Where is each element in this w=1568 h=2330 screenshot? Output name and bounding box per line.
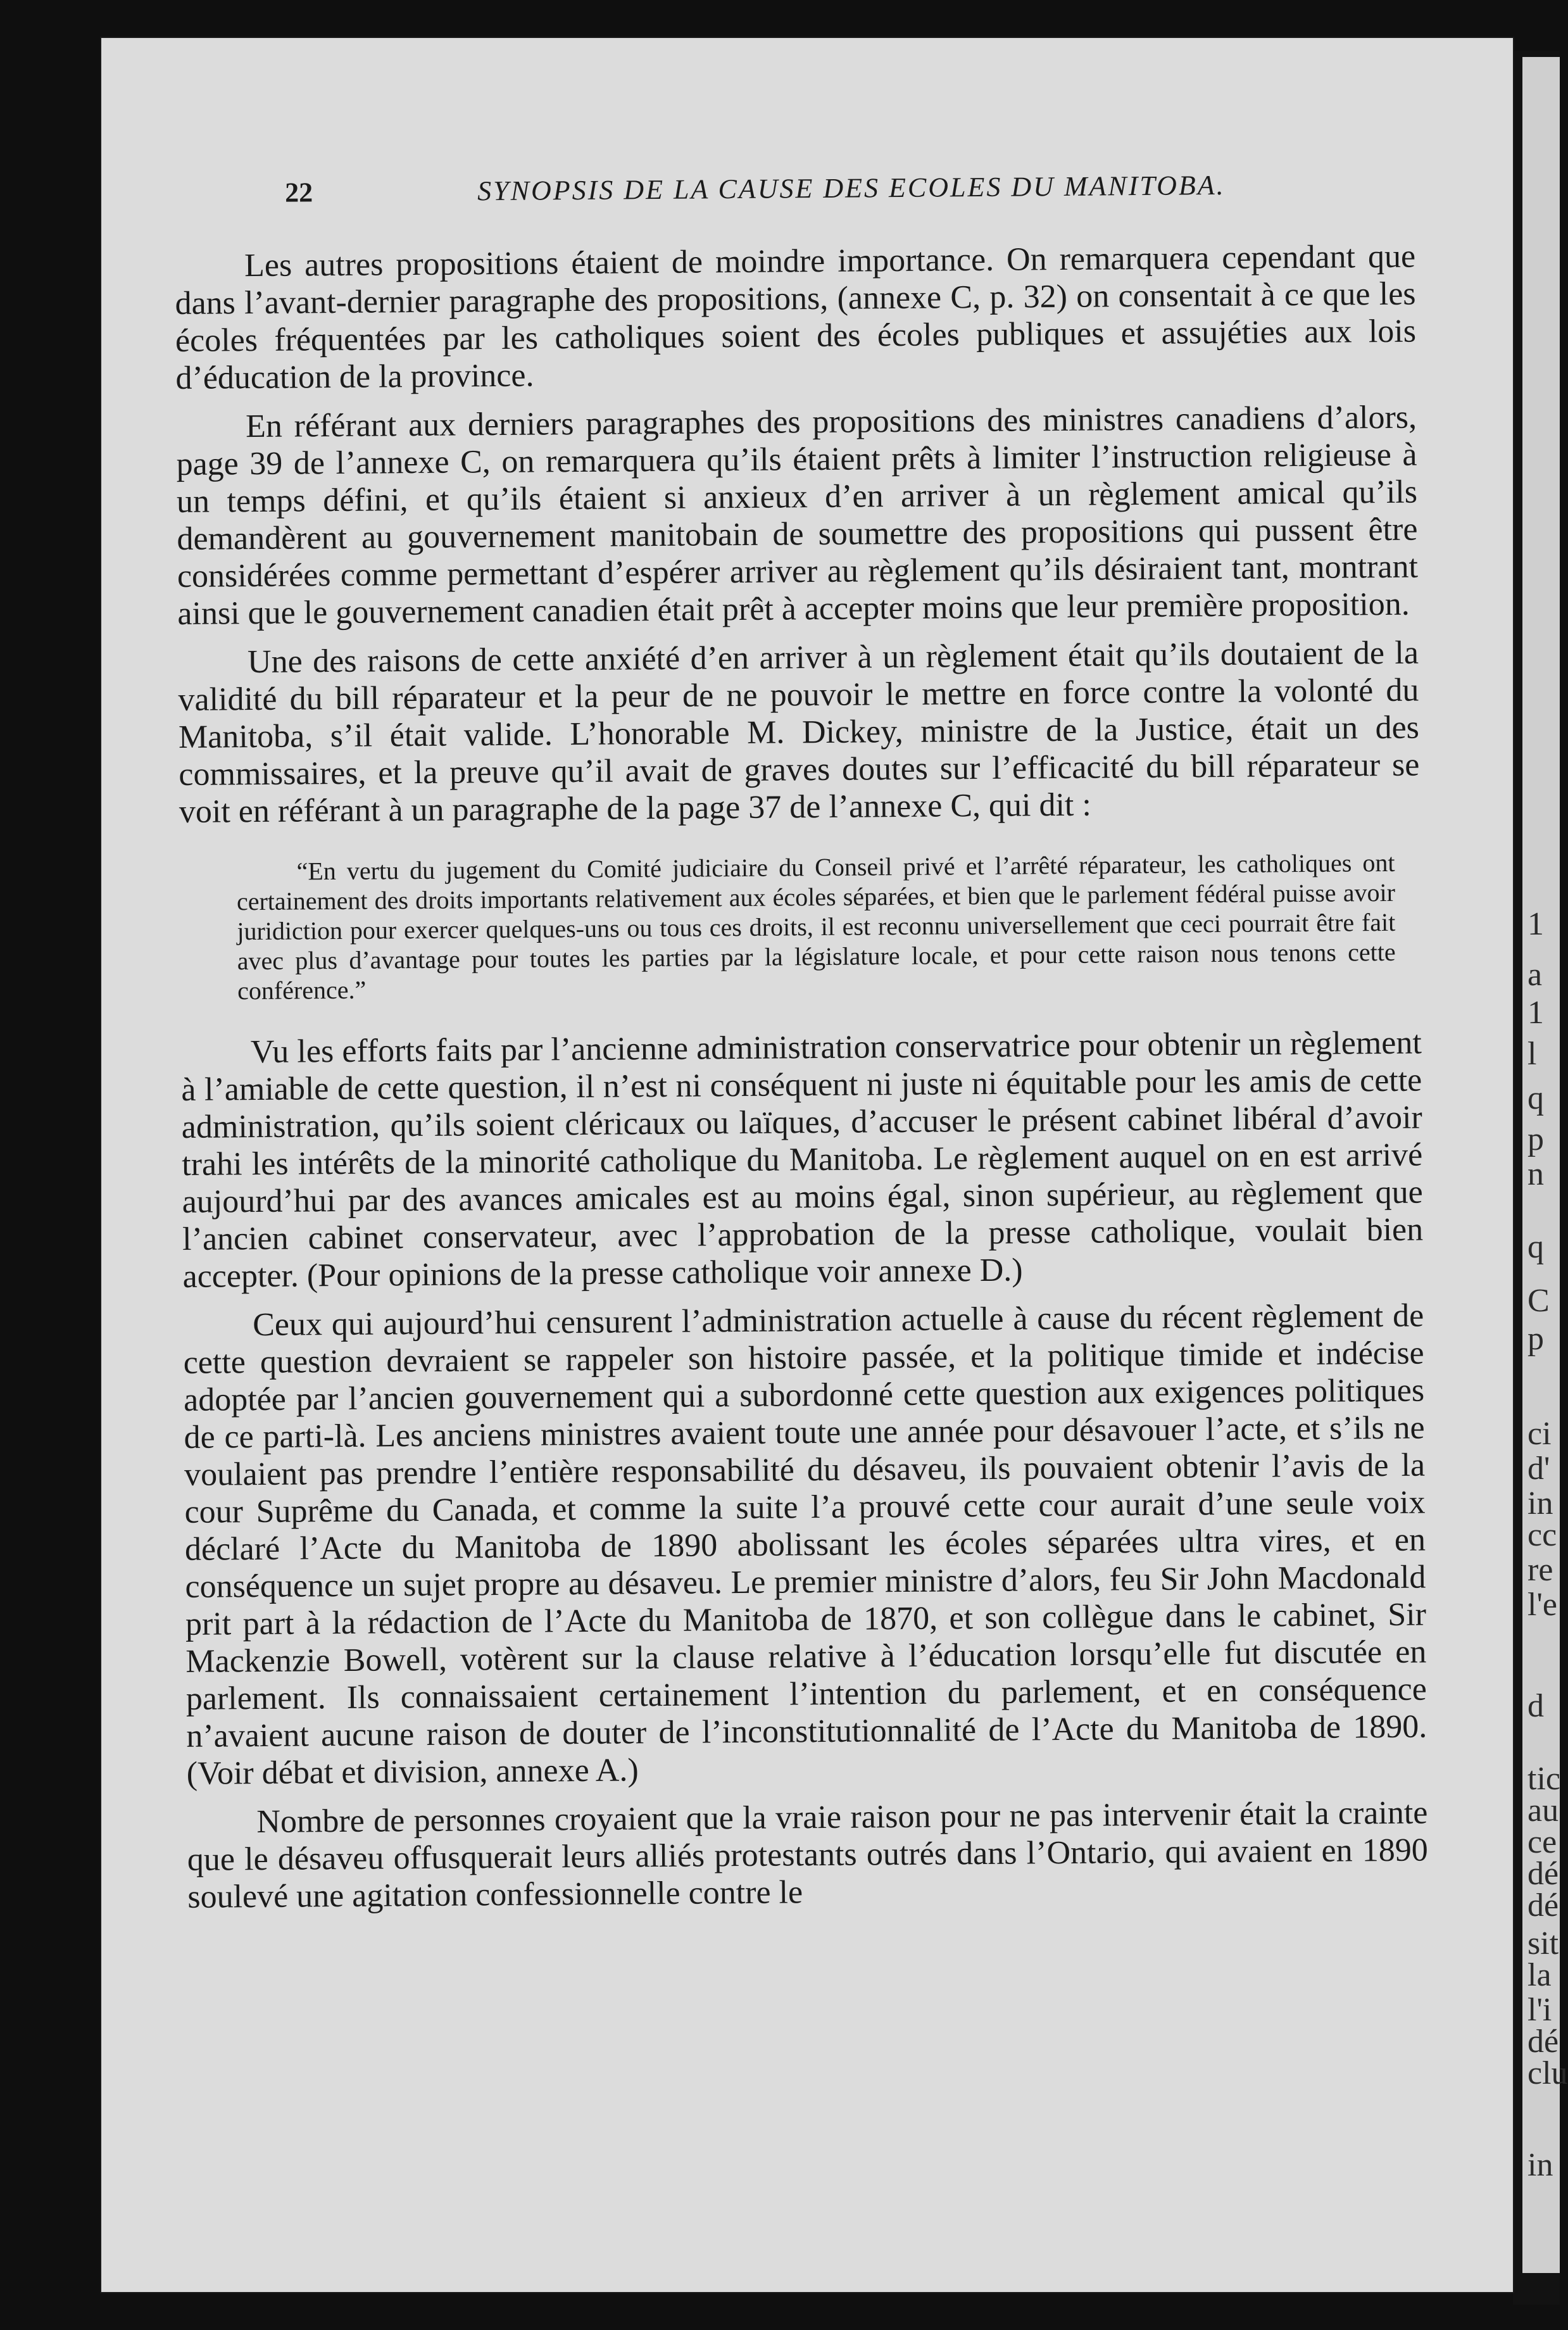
facing-page-fragment: dé	[1527, 2024, 1559, 2060]
facing-page-fragment: 1	[1527, 995, 1544, 1031]
facing-page-fragment: tic	[1527, 1761, 1560, 1797]
facing-page-fragment: q	[1527, 1229, 1544, 1265]
facing-page-fragment: a	[1527, 957, 1543, 993]
facing-page-fragment: au	[1527, 1792, 1559, 1829]
facing-page-fragment: p	[1527, 1321, 1544, 1357]
facing-page-fragment: cc	[1527, 1517, 1557, 1553]
facing-page-fragment: dé	[1527, 1887, 1559, 1924]
paragraph-3: Une des raisons de cette anxiété d’en arriver à un règlement était qu’ils doutaient de la validité du bill réparateur et la peur de ne pouvoir le mettre en force contre la volonté du Manitoba, s’il était valide. L’honorable M. Dickey, ministre de la Justice, était un des commissaires, et la preuve qu’il avait de graves doutes sur l’efficacité du bill réparateur se voit en référant à un paragraphe de la page 37 de l’annexe C, qui dit :	[178, 634, 1420, 830]
facing-page-fragment: sit	[1527, 1925, 1559, 1962]
paragraph-1: Les autres propositions étaient de moindre importance. On remarquera cependant que dans l’avant-dernier paragraphe des propositions, (annexe C, p. 32) on consentait à ce que les écoles fréquentées par les catholiques soient des écoles publiques et assujéties aux lois d’éducation de la province.	[175, 238, 1417, 396]
paragraph-6: Nombre de personnes croyaient que la vraie raison pour ne pas intervenir était la crainte que le désaveu offusquerait leurs alliés protestants outrés dans l’Ontario, qui avaient en 1890 soulevé une agitation confessionnelle contre le	[187, 1794, 1429, 1915]
facing-page-fragment: ci	[1527, 1416, 1552, 1452]
block-quote: “En vertu du jugement du Comité judiciaire du Conseil privé et l’arrêté réparateur, les catholiques ont certainement des droits importants relativement aux écoles séparées, et bien que le parlement fédéral puisse avoir juridiction pour exercer quelques-uns ou tous ces droits, il est reconnu universellement que ceci pourrait être fait avec plus d’avantage pour toutes les parties par la législature locale, et pour cette raison nous tenons cette conférence.”	[236, 848, 1396, 1005]
facing-page-fragment: 1	[1527, 906, 1544, 942]
facing-page-fragment: in	[1527, 1485, 1553, 1521]
facing-page-fragment: l'i	[1527, 1992, 1552, 2028]
facing-page-fragment: la	[1527, 1957, 1552, 1993]
facing-page-fragment: C	[1527, 1283, 1550, 1319]
facing-page-fragment: in	[1527, 2147, 1553, 2183]
page-number: 22	[285, 177, 313, 208]
facing-page-fragment: p	[1527, 1121, 1544, 1157]
facing-page-fragment: l	[1527, 1036, 1537, 1072]
facing-page-fragment: d	[1527, 1688, 1544, 1724]
facing-page-fragment: d'	[1527, 1451, 1550, 1487]
facing-page-fragment: clu	[1527, 2055, 1568, 2091]
facing-page-fragment: ce	[1527, 1824, 1557, 1860]
facing-page-fragment: n	[1527, 1156, 1544, 1192]
paragraph-4: Vu les efforts faits par l’ancienne administration conservatrice pour obtenir un règlement à l’amiable de cette question, il n’est ni conséquent ni juste ni équitable pour les amis de cette administration, qu’ils soient cléricaux ou laïques, d’accuser le présent cabinet libéral d’avoir trahi les intérêts de la minorité catholique du Manitoba. Le règlement auquel on en est arrivé aujourd’hui par des avances amicales est au moins égal, sinon supérieur, au règlement que l’ancien cabinet conservateur, avec l’approbation de la presse catholique, voulait bien accepter. (Pour opinions de la presse catholique voir annexe D.)	[181, 1024, 1424, 1295]
facing-page-text-column	[1527, 57, 1568, 2273]
facing-page-edge	[1522, 57, 1568, 2273]
facing-page-fragment: q	[1527, 1080, 1544, 1116]
page-content	[174, 168, 1429, 1916]
facing-page-fragment: l'e	[1527, 1587, 1557, 1623]
facing-page-fragment: re	[1527, 1552, 1553, 1588]
paragraph-2: En référant aux derniers paragraphes des propositions des ministres canadiens d’alors, page 39 de l’annexe C, on remarquera qu’ils étaient prêts à limiter l’instruction religieuse à un temps défini, et qu’ils étaient si anxieux d’en arriver à un règlement amical qu’ils demandèrent au gouvernement manitobain de soumettre des propositions qui pussent être considérées comme permettant d’espérer arriver au règlement qu’ils désiraient tant, montrant ainsi que le gouvernement canadien était prêt à accepter moins que leur première proposition.	[176, 399, 1419, 632]
paragraph-5: Ceux qui aujourd’hui censurent l’administration actuelle à cause du récent règlement de cette question devraient se rappeler son histoire passée, et la politique timide et indécise adoptée par l’ancien gouvernement qui a subordonné cette question aux exigences politiques de ce parti-là. Les anciens ministres avaient toute une année pour désavouer l’acte, et s’ils ne voulaient pas prendre l’entière responsabilité du désaveu, ils pouvaient obtenir l’avis de la cour Suprême du Canada, et comme la suite l’a prouvé cette cour aurait d’une seule voix déclaré l’Acte du Manitoba de 1890 abolissant les écoles séparées ultra vires, et en conséquence un sujet propre au désaveu. Le premier ministre d’alors, feu Sir John Macdonald prit part à la rédaction de l’Acte du Manitoba de 1870, et son collègue dans le cabinet, Sir Mackenzie Bowell, votèrent sur la clause relative à l’éducation lorsqu’elle fut discutée en parlement. Ils connaissaient certainement l’intention du parlement, et en conséquence n’avaient aucune raison de douter de l’inconstitutionnalité de l’Acte du Manitoba de 1890. (Voir débat et division, annexe A.)	[183, 1297, 1427, 1792]
running-title: SYNOPSIS DE LA CAUSE DES ECOLES DU MANITOBA.	[477, 169, 1226, 207]
facing-page-fragment: dé	[1527, 1856, 1559, 1892]
